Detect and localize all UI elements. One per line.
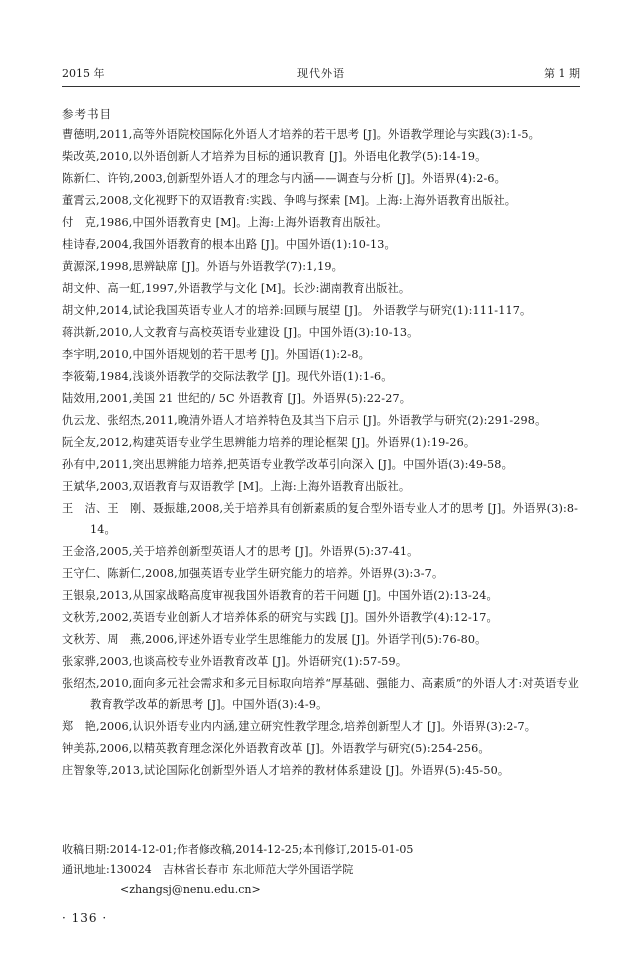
reference-entry: [62, 629, 580, 650]
reference-entry: [62, 168, 580, 189]
reference-entry: [62, 212, 580, 233]
reference-text: 张家骅,2003,也谈高校专业外语教育改革 [J]。外语研究(1):57-59。: [62, 655, 408, 668]
reference-text: 仇云龙、张绍杰,2011,晚清外语人才培养特色及其当下启示 [J]。外语教学与研究(2):291-298。: [62, 414, 547, 427]
reference-list: [62, 124, 580, 782]
reference-entry: [62, 476, 580, 497]
header-issue: 第 1 期: [544, 67, 580, 80]
reference-entry: [62, 563, 580, 584]
reference-text: 李宇明,2010,中国外语规划的若干思考 [J]。外国语(1):2-8。: [62, 348, 370, 361]
article-metadata: [62, 840, 580, 900]
reference-text: 曹德明,2011,高等外语院校国际化外语人才培养的若干思考 [J]。外语教学理论与实践(3):1-5。: [62, 128, 541, 141]
reference-text: 王斌华,2003,双语教育与双语教学 [M]。上海:上海外语教育出版社。: [62, 480, 411, 493]
reference-text: 李筱菊,1984,浅谈外语教学的交际法教学 [J]。现代外语(1):1-6。: [62, 370, 393, 383]
reference-text: 阮全友,2012,构建英语专业学生思辨能力培养的理论框架 [J]。外语界(1):19-26。: [62, 436, 476, 449]
reference-entry: [62, 234, 580, 255]
reference-entry: [62, 651, 580, 672]
reference-entry: [62, 585, 580, 606]
reference-entry: [62, 388, 580, 409]
reference-entry: [62, 256, 580, 277]
reference-entry: [62, 432, 580, 453]
reference-text: 郑 艳,2006,认识外语专业内内涵,建立研究性教学理念,培养创新型人才 [J]。外语界(3):2-7。: [62, 720, 537, 733]
reference-text: 陈新仁、许钧,2003,创新型外语人才的理念与内涵——调查与分析 [J]。外语界(4):2-6。: [62, 172, 507, 185]
reference-entry: [62, 124, 580, 145]
references-heading: 参考书目: [62, 107, 112, 121]
reference-entry: [62, 541, 580, 562]
reference-text: 柴改英,2010,以外语创新人才培养为目标的通识教育 [J]。外语电化教学(5):14-19。: [62, 150, 487, 163]
reference-entry: [62, 607, 580, 628]
reference-text: 王守仁、陈新仁,2008,加强英语专业学生研究能力的培养。外语界(3):3-7。: [62, 567, 444, 580]
reference-entry: [62, 738, 580, 759]
reference-entry: [62, 454, 580, 475]
reference-entry: [62, 716, 580, 737]
author-email: <zhangsj@nenu.edu.cn>: [120, 883, 261, 896]
reference-entry: [62, 344, 580, 365]
reference-text: 张绍杰,2010,面向多元社会需求和多元目标取向培养“厚基础、强能力、高素质”的外语人才:对英语专业教育教学改革的新思考 [J]。中国外语(3):4-9。: [62, 677, 579, 711]
reference-entry: [62, 673, 580, 715]
reference-entry: [62, 322, 580, 343]
reference-text: 胡文仲,2014,试论我国英语专业人才的培养:回顾与展望 [J]。 外语教学与研究(1):111-117。: [62, 304, 532, 317]
reference-text: 董霄云,2008,文化视野下的双语教育:实践、争鸣与探索 [M]。上海:上海外语教育出版社。: [62, 194, 517, 207]
reference-text: 胡文仲、高一虹,1997,外语教学与文化 [M]。长沙:湖南教育出版社。: [62, 282, 411, 295]
reference-text: 蒋洪新,2010,人文教育与高校英语专业建设 [J]。中国外语(3):10-13。: [62, 326, 419, 339]
reference-entry: [62, 410, 580, 431]
reference-entry: [62, 278, 580, 299]
reference-text: 王金洛,2005,关于培养创新型英语人才的思考 [J]。外语界(5):37-41。: [62, 545, 419, 558]
reference-text: 王 洁、王 刚、聂振雄,2008,关于培养具有创新素质的复合型外语专业人才的思考 [J]。外语界(3):8-14。: [62, 502, 579, 536]
reference-entry: [62, 366, 580, 387]
reference-entry: [62, 146, 580, 167]
reference-text: 王银泉,2013,从国家战略高度审视我国外语教育的若干问题 [J]。中国外语(2):13-24。: [62, 589, 498, 602]
reference-text: 孙有中,2011,突出思辨能力培养,把英语专业教学改革引向深入 [J]。中国外语(3):49-58。: [62, 458, 513, 471]
received-dates: 收稿日期:2014-12-01;作者修改稿,2014-12-25;本刊修订,2015-01-05: [62, 843, 414, 856]
header-divider: [62, 86, 580, 87]
page-number: · 136 ·: [62, 911, 108, 925]
reference-text: 文秋芳、周 燕,2006,评述外语专业学生思维能力的发展 [J]。外语学刊(5):76-80。: [62, 633, 487, 646]
reference-entry: [62, 300, 580, 321]
running-header: [62, 64, 580, 84]
reference-text: 黄源深,1998,思辨缺席 [J]。外语与外语教学(7):1,19。: [62, 260, 343, 273]
mailing-address: 通讯地址:130024 吉林省长春市 东北师范大学外国语学院: [62, 863, 354, 876]
header-year: 2015 年: [62, 67, 105, 80]
header-journal-title: 现代外语: [297, 67, 345, 80]
reference-text: 陆效用,2001,美国 21 世纪的/ 5C 外语教育 [J]。外语界(5):22-27。: [62, 392, 412, 405]
reference-text: 桂诗春,2004,我国外语教育的根本出路 [J]。中国外语(1):10-13。: [62, 238, 396, 251]
reference-entry: [62, 760, 580, 781]
reference-entry: [62, 498, 580, 540]
reference-text: 付 克,1986,中国外语教育史 [M]。上海:上海外语教育出版社。: [62, 216, 388, 229]
reference-text: 钟美荪,2006,以精英教育理念深化外语教育改革 [J]。外语教学与研究(5):254-256。: [62, 742, 490, 755]
reference-text: 庄智象等,2013,试论国际化创新型外语人才培养的教材体系建设 [J]。外语界(5):45-50。: [62, 764, 510, 777]
reference-text: 文秋芳,2002,英语专业创新人才培养体系的研究与实践 [J]。国外外语教学(4):12-17。: [62, 611, 498, 624]
reference-entry: [62, 190, 580, 211]
